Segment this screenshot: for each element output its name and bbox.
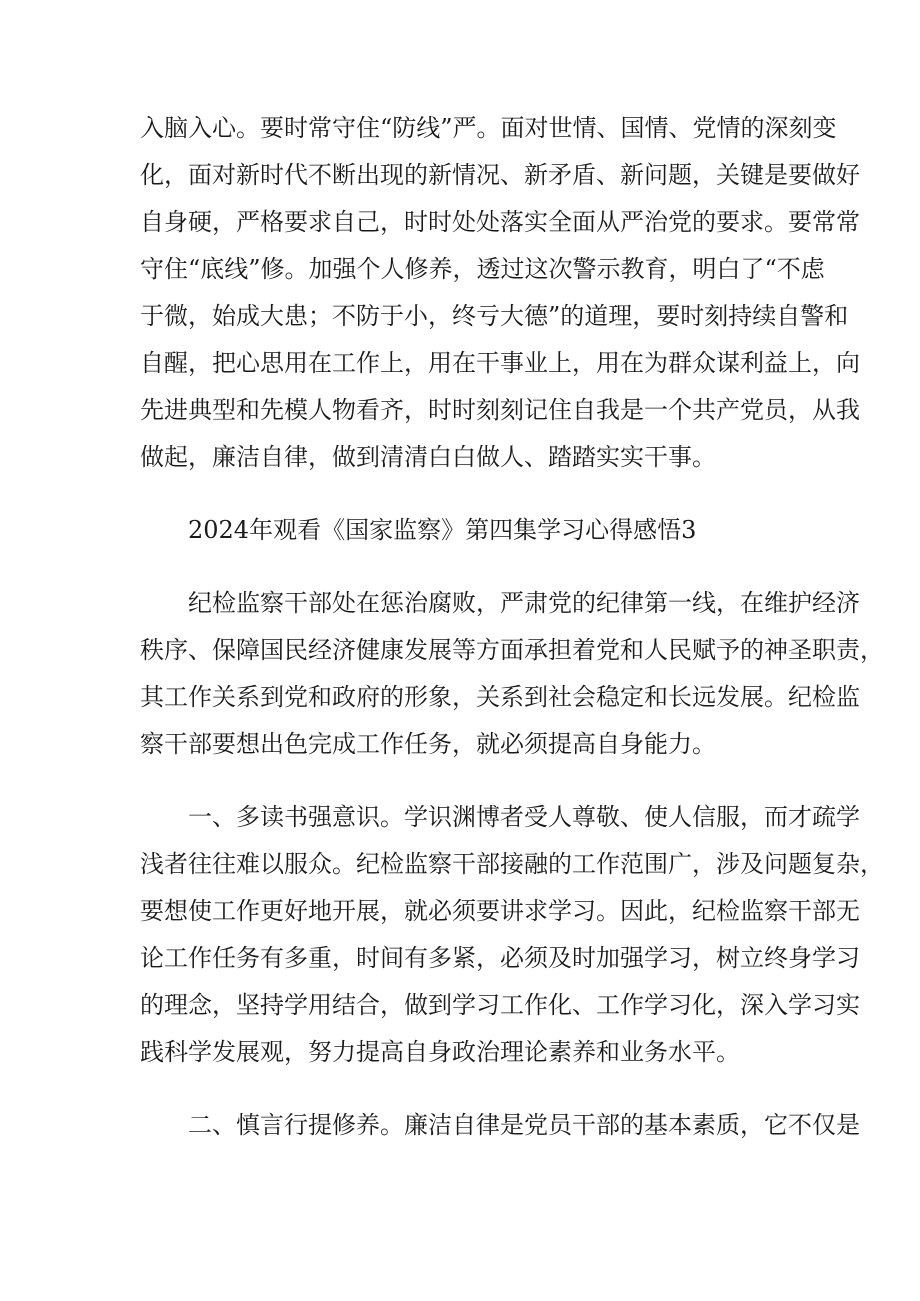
text-line: 浅者往往难以服众。纪检监察干部接融的工作范围广，涉及问题复杂， [140,850,884,878]
text-line: 纪检监察干部处在惩治腐败，严肃党的纪律第一线，在维护经济 [188,589,860,617]
text-line: 其工作关系到党和政府的形象，关系到社会稳定和长远发展。纪检监 [140,683,860,711]
text-line: 入脑入心。要时常守住“防线”严。面对世情、国情、党情的深刻变 [140,114,837,142]
text-line: 守住“底线”修。加强个人修养，透过这次警示教育，明白了“不虑 [140,255,825,283]
text-line: 一、多读书强意识。学识渊博者受人尊敬、使人信服，而才疏学 [188,803,860,831]
text-line: 要想使工作更好地开展，就必须要讲求学习。因此，纪检监察干部无 [140,897,860,925]
text-line: 化，面对新时代不断出现的新情况、新矛盾、新问题，关键是要做好 [140,161,860,189]
text-line: 察干部要想出色完成工作任务，就必须提高自身能力。 [140,730,716,758]
text-line: 自身硬，严格要求自己，时时处处落实全面从严治党的要求。要常常 [140,208,860,236]
text-line: 于微，始成大患；不防于小，终亏大德”的道理，要时刻持续自警和 [140,302,849,330]
text-line: 的理念，坚持学用结合，做到学习工作化、工作学习化，深入学习实 [140,991,860,1019]
text-line: 自醒，把心思用在工作上，用在干事业上，用在为群众谋利益上，向 [140,349,860,377]
text-line: 践科学发展观，努力提高自身政治理论素养和业务水平。 [140,1038,740,1066]
section-heading: 2024年观看《国家监察》第四集学习心得感悟3 [188,516,697,544]
text-line: 先进典型和先模人物看齐，时时刻刻记住自我是一个共产党员，从我 [140,396,860,424]
text-line: 二、慎言行提修养。廉洁自律是党员干部的基本素质，它不仅是 [188,1111,860,1139]
text-line: 秩序、保障国民经济健康发展等方面承担着党和人民赋予的神圣职责， [140,636,884,664]
text-line: 论工作任务有多重，时间有多紧，必须及时加强学习，树立终身学习 [140,944,860,972]
text-line: 做起，廉洁自律，做到清清白白做人、踏踏实实干事。 [140,443,716,471]
